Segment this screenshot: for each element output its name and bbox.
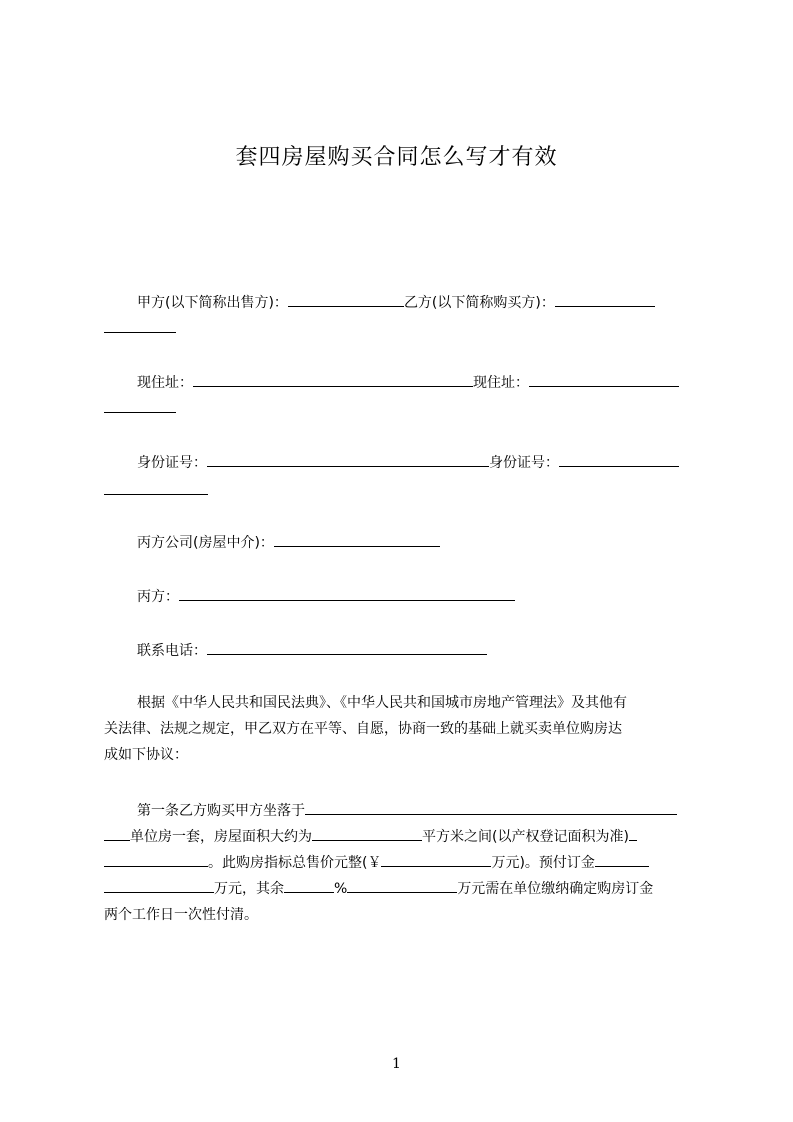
article-1-text-8: 万元需在单位缴纳确定购房订金 [457, 881, 654, 897]
location-blank-cont[interactable] [104, 826, 130, 841]
price-words-blank[interactable] [104, 852, 208, 867]
party-line-cont [104, 318, 176, 339]
id-b-blank[interactable] [559, 452, 679, 467]
address-b-label: 现住址： [473, 375, 529, 391]
id-a-label: 身份证号： [137, 455, 207, 471]
id-line [137, 452, 679, 473]
article-1-line-2 [104, 824, 700, 850]
party-b-label: 乙方(以下简称购买方)： [403, 295, 555, 311]
id-b-blank-cont[interactable] [104, 480, 208, 495]
address-line-cont [104, 398, 176, 419]
company-blank[interactable] [274, 532, 440, 547]
article-1-line-5: 两个工作日一次性付清。 [104, 907, 258, 923]
article-1-text-5: 万元)。预付订金 [491, 855, 595, 871]
party-b-blank[interactable] [555, 292, 655, 307]
area-note-blank[interactable] [629, 826, 637, 841]
id-b-label: 身份证号： [489, 455, 559, 471]
article-1-text-7: % [334, 881, 348, 897]
page-number: 1 [392, 1056, 401, 1072]
article-1-text-1: 第一条乙方购买甲方坐落于 [137, 803, 305, 819]
intro-line-1: 根据《中华人民共和国民法典》、《中华人民共和国城市房地产管理法》及其他有 [137, 695, 627, 711]
address-line [137, 372, 679, 393]
article-1-line-3 [104, 850, 700, 876]
intro-line-3: 成如下协议： [104, 747, 188, 763]
article-1-text-6: 万元，其余 [214, 881, 284, 897]
article-1-text-4: 。此购房指标总售价元整(￥ [208, 855, 382, 871]
party-line [137, 292, 655, 313]
intro-paragraph [104, 690, 700, 768]
price-amount-blank[interactable] [381, 852, 491, 867]
article-1-line-1 [104, 798, 700, 824]
address-b-blank[interactable] [529, 372, 679, 387]
party-c-label: 丙方： [137, 589, 179, 605]
company-line [137, 532, 440, 553]
article-1-text-3: 平方米之间(以产权登记面积为准) [422, 829, 629, 845]
article-1 [104, 798, 700, 928]
article-1-text-2: 单位房一套，房屋面积大约为 [130, 829, 312, 845]
phone-label: 联系电话： [137, 643, 207, 659]
party-a-blank[interactable] [288, 292, 404, 307]
party-b-blank-cont[interactable] [104, 318, 176, 333]
party-c-line [137, 586, 515, 607]
address-a-blank[interactable] [193, 372, 473, 387]
document-title: 套四房屋购买合同怎么写才有效 [235, 145, 558, 170]
phone-line [137, 640, 487, 661]
article-1-line-4 [104, 876, 700, 902]
party-c-blank[interactable] [179, 586, 515, 601]
phone-blank[interactable] [207, 640, 487, 655]
address-b-blank-cont[interactable] [104, 398, 176, 413]
deposit-blank-cont[interactable] [104, 878, 214, 893]
intro-line-2: 关法律、法规之规定，甲乙双方在平等、自愿，协商一致的基础上就买卖单位购房达 [104, 721, 622, 737]
percent-blank[interactable] [284, 878, 334, 893]
id-line-cont [104, 480, 208, 501]
location-blank[interactable] [305, 800, 677, 815]
area-blank[interactable] [312, 826, 422, 841]
address-a-label: 现住址： [137, 375, 193, 391]
company-label: 丙方公司(房屋中介)： [137, 535, 274, 551]
balance-blank[interactable] [347, 878, 457, 893]
id-a-blank[interactable] [207, 452, 489, 467]
party-a-label: 甲方(以下简称出售方)： [137, 295, 288, 311]
deposit-blank[interactable] [595, 852, 649, 867]
